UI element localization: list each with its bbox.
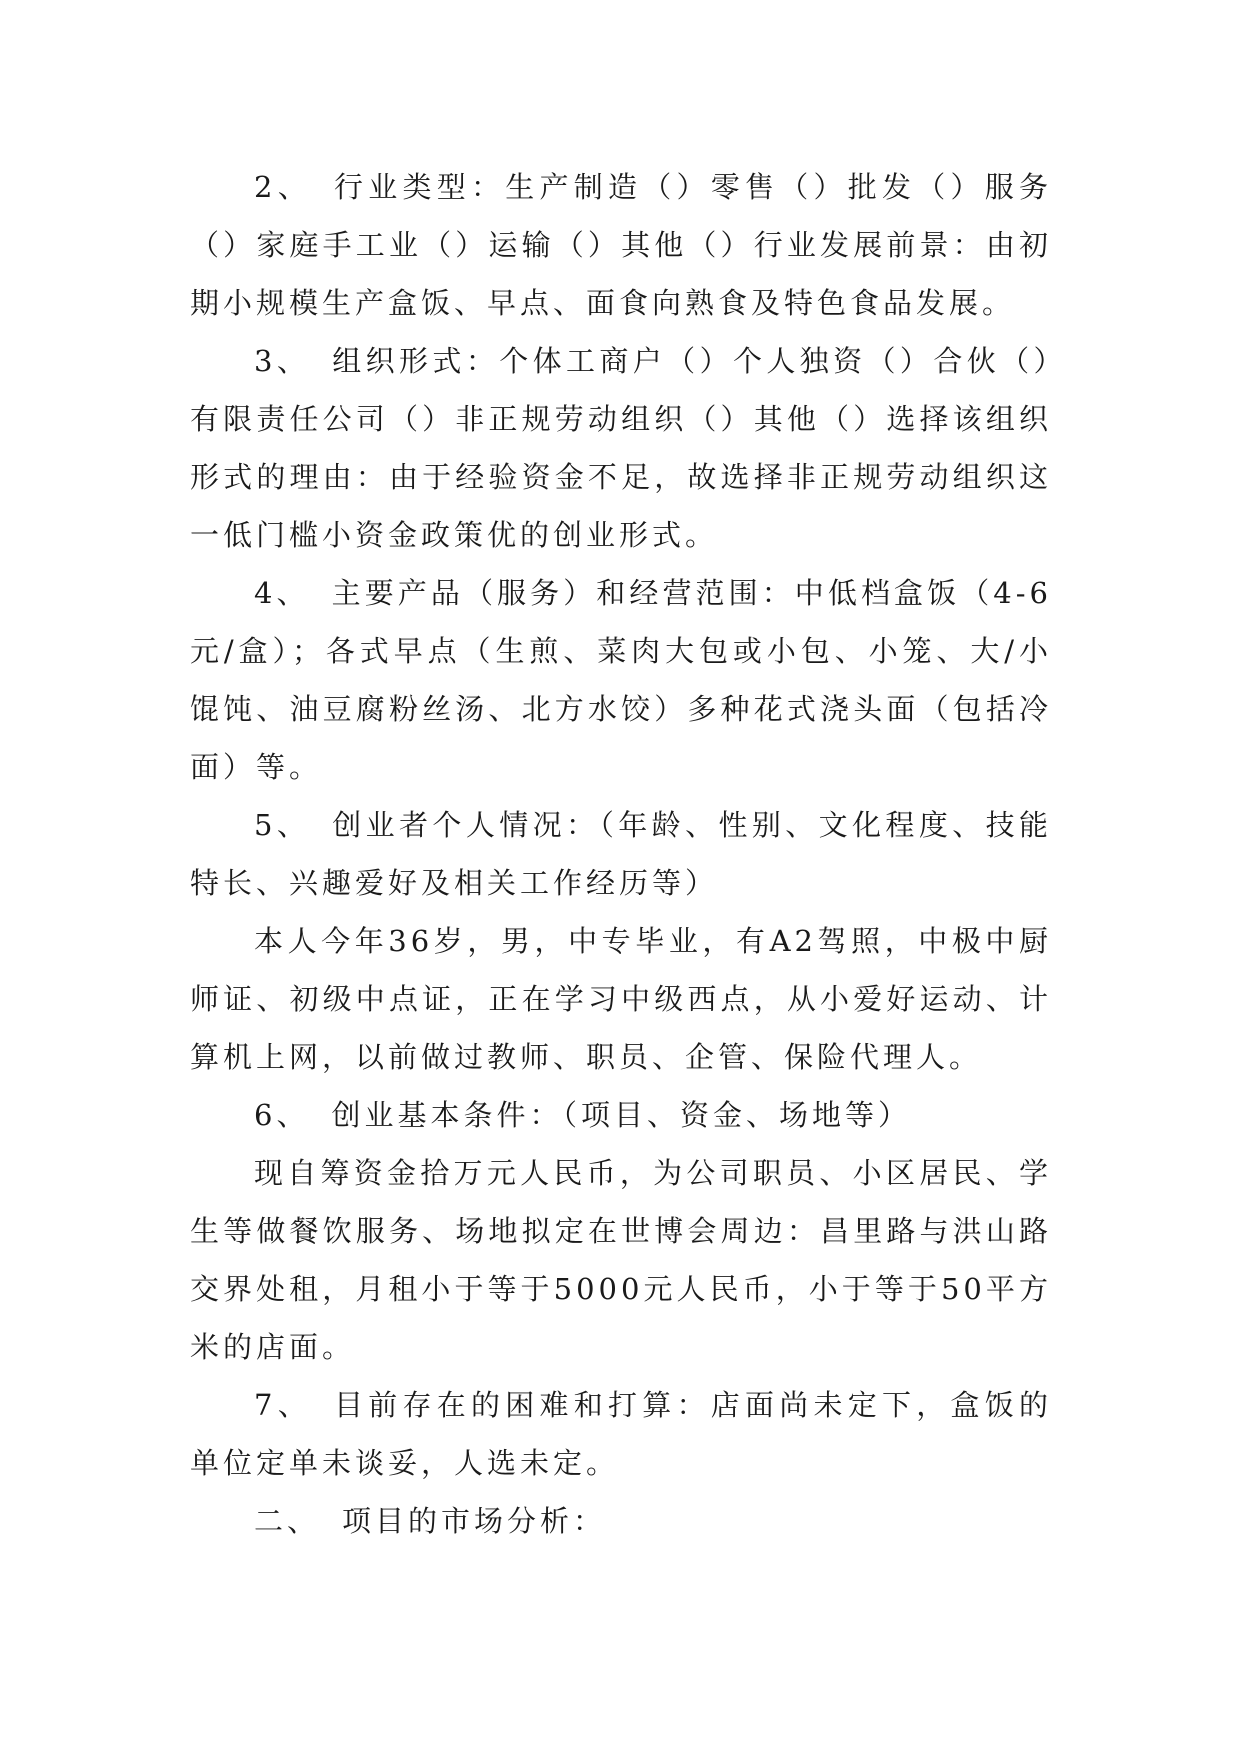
paragraph-difficulties bbox=[190, 1376, 1052, 1492]
paragraph-text: 行业类型：生产制造（）零售（）批发（）服务（）家庭手工业（）运输（）其他（）行业发展前景：由初期小规模生产盒饭、早点、面食向熟食及特色食品发展。 bbox=[190, 170, 1052, 320]
section-heading-market-analysis bbox=[190, 1492, 1052, 1550]
section-number: 二、 bbox=[254, 1504, 321, 1538]
paragraph-number: 5、 bbox=[254, 808, 311, 842]
paragraph-organization-form bbox=[190, 332, 1052, 564]
paragraph-basic-conditions bbox=[190, 1086, 1052, 1144]
paragraph-number: 6、 bbox=[254, 1098, 310, 1132]
paragraph-text: 目前存在的困难和打算：店面尚未定下，盒饭的单位定单未谈妥，人选未定。 bbox=[190, 1388, 1052, 1480]
paragraph-number: 7、 bbox=[254, 1388, 312, 1422]
paragraph-founder-info bbox=[190, 796, 1052, 912]
paragraph-text: 创业基本条件：（项目、资金、场地等） bbox=[331, 1098, 911, 1132]
paragraph-text: 本人今年36岁，男，中专毕业，有A2驾照，中极中厨师证、初级中点证，正在学习中级西点，从小爱好运动、计算机上网，以前做过教师、职员、企管、保险代理人。 bbox=[190, 924, 1052, 1074]
paragraph-conditions-details bbox=[190, 1144, 1052, 1376]
paragraph-text: 主要产品（服务）和经营范围：中低档盒饭（4-6元/盒）；各式早点（生煎、菜肉大包或小包、小笼、大/小馄饨、油豆腐粉丝汤、北方水饺）多种花式浇头面（包括冷面）等。 bbox=[190, 576, 1053, 784]
paragraph-text: 创业者个人情况：（年龄、性别、文化程度、技能特长、兴趣爱好及相关工作经历等） bbox=[190, 808, 1052, 900]
paragraph-products-scope bbox=[190, 564, 1052, 796]
document-body bbox=[190, 158, 1052, 1550]
paragraph-number: 4、 bbox=[254, 576, 310, 610]
paragraph-text: 现自筹资金拾万元人民币，为公司职员、小区居民、学生等做餐饮服务、场地拟定在世博会周边：昌里路与洪山路交界处租，月租小于等于5000元人民币，小于等于50平方米的店面。 bbox=[190, 1156, 1052, 1364]
paragraph-number: 2、 bbox=[254, 170, 312, 204]
paragraph-number: 3、 bbox=[254, 344, 311, 378]
section-title: 项目的市场分析： bbox=[342, 1504, 607, 1538]
paragraph-industry-type bbox=[190, 158, 1052, 332]
paragraph-founder-details bbox=[190, 912, 1052, 1086]
paragraph-text: 组织形式：个体工商户（）个人独资（）合伙（）有限责任公司（）非正规劳动组织（）其他（）选择该组织形式的理由：由于经验资金不足，故选择非正规劳动组织这一低门槛小资金政策优的创业形式。 bbox=[190, 344, 1052, 552]
